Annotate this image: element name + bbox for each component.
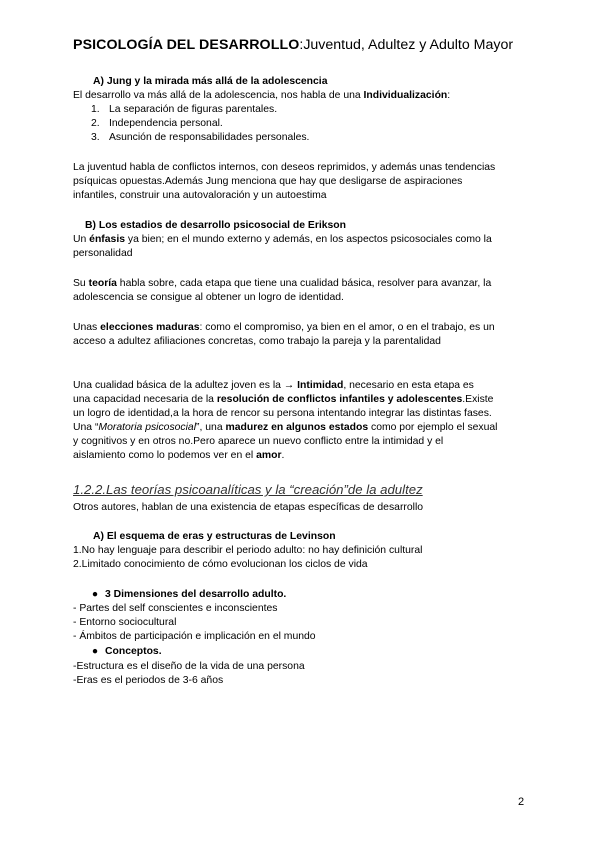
bold-term: amor — [256, 450, 282, 461]
text: . — [281, 450, 285, 461]
bold-term: Individualización — [363, 90, 448, 101]
bold-term: elecciones maduras — [100, 322, 200, 333]
bold-term: teoría — [88, 278, 117, 289]
paragraph-line — [73, 449, 284, 462]
page-number: 2 — [518, 796, 525, 808]
list-item — [91, 103, 277, 116]
list-item: 2.Limitado conocimiento de cómo evolucionan los ciclos de vida — [73, 559, 368, 570]
paragraph-line — [73, 393, 493, 406]
title-subtitle: :Juventud, Adultez y Adulto Mayor — [299, 37, 514, 53]
list-item: - Partes del self conscientes e inconscientes — [73, 603, 278, 614]
paragraph-line: personalidad — [73, 248, 133, 259]
heading-levinson: A) El esquema de eras y estructuras de Levinson — [93, 531, 336, 542]
text: Su — [73, 278, 89, 289]
paragraph-line — [73, 321, 495, 334]
list-number: 1. — [91, 104, 100, 115]
paragraph-line — [73, 277, 491, 290]
paragraph-line — [73, 379, 474, 392]
jung-intro — [73, 89, 450, 102]
bullet-icon: ● — [91, 589, 99, 600]
italic-term: Moratoria psicosocial — [98, 422, 197, 433]
text: habla sobre, cada etapa que tiene una cualidad básica, resolver para avanzar, la — [116, 278, 492, 289]
text: .Existe — [462, 394, 494, 405]
list-text: Independencia personal. — [109, 118, 223, 129]
paragraph-line — [73, 233, 492, 246]
text: 3 Dimensiones del desarrollo adulto. — [105, 589, 287, 600]
bullet-heading-dimensions — [85, 588, 286, 601]
list-text: Asunción de responsabilidades personales. — [109, 132, 310, 143]
text: , necesario en esta etapa es — [343, 380, 474, 391]
list-item: - Ámbitos de participación e implicación en el mundo — [73, 631, 316, 642]
bold-term: énfasis — [89, 234, 125, 245]
list-item: -Eras es el periodos de 3-6 años — [73, 675, 224, 686]
list-item: -Estructura es el diseño de la vida de una persona — [73, 661, 305, 672]
list-item — [91, 131, 309, 144]
heading-erikson: B) Los estadios de desarrollo psicosocial de Erikson — [85, 220, 346, 231]
text: : — [447, 90, 451, 101]
list-number: 3. — [91, 132, 100, 143]
text: Un — [73, 234, 90, 245]
text: Una cualidad básica de la adultez joven es la → — [73, 380, 298, 391]
paragraph-line: Otros autores, hablan de una existencia de etapas específicas de desarrollo — [73, 502, 424, 513]
text: como por ejemplo el sexual — [368, 422, 498, 433]
paragraph-line: acceso a adultez afiliaciones concretas, como trabajo la pareja y la parentalidad — [73, 336, 441, 347]
paragraph-line — [73, 421, 498, 434]
paragraph-line: La juventud habla de conflictos internos, con deseos reprimidos, y además unas tendencias — [73, 162, 496, 173]
list-text: La separación de figuras parentales. — [109, 104, 278, 115]
paragraph-line: y cognitivos y en otros no.Pero aparece un nuevo conflicto entre la intimidad y el — [73, 436, 444, 447]
heading-jung: A) Jung y la mirada más allá de la adolescencia — [93, 76, 328, 87]
list-number: 2. — [91, 118, 100, 129]
document-title — [73, 36, 513, 54]
paragraph-line: psíquicas opuestas.Además Jung menciona que hay que desligarse de aspiraciones — [73, 176, 463, 187]
text: ya bien; en el mundo externo y además, en los aspectos psicosociales como la — [124, 234, 492, 245]
paragraph-line: adolescencia se consigue al obtener un logro de identidad. — [73, 292, 344, 303]
bullet-icon: ● — [91, 646, 99, 657]
list-item: 1.No hay lenguaje para describir el periodo adulto: no hay definición cultural — [73, 545, 423, 556]
bullet-heading-concepts — [85, 645, 162, 658]
text: El desarrollo va más allá de la adolescencia, nos habla de una — [73, 90, 364, 101]
bold-term: resolución de conflictos infantiles y adolescentes — [216, 394, 463, 405]
title-bold: PSICOLOGÍA DEL DESARROLLO — [73, 37, 300, 53]
text: aislamiento como lo podemos ver en el — [73, 450, 257, 461]
text: ”, una — [196, 422, 226, 433]
text: Una “ — [73, 422, 99, 433]
bold-term: Intimidad — [297, 380, 344, 391]
text: : como el compromiso, ya bien en el amor, o en el trabajo, es un — [199, 322, 495, 333]
text: Conceptos. — [105, 646, 162, 657]
list-item — [91, 117, 223, 130]
text: una capacidad necesaria de la — [73, 394, 217, 405]
section-heading-psicoanaliticas: 1.2.2.Las teorías psicoanalíticas y la “creación”de la adultez — [73, 482, 423, 497]
bold-term: madurez en algunos estados — [225, 422, 369, 433]
list-item: - Entorno sociocultural — [73, 617, 177, 628]
paragraph-line: infantiles, construir una autovaloración y un autoestima — [73, 190, 327, 201]
text: Unas — [73, 322, 101, 333]
paragraph-line: un logro de identidad,a la hora de rencor su persona intentando integrar las distintas fases. — [73, 408, 492, 419]
